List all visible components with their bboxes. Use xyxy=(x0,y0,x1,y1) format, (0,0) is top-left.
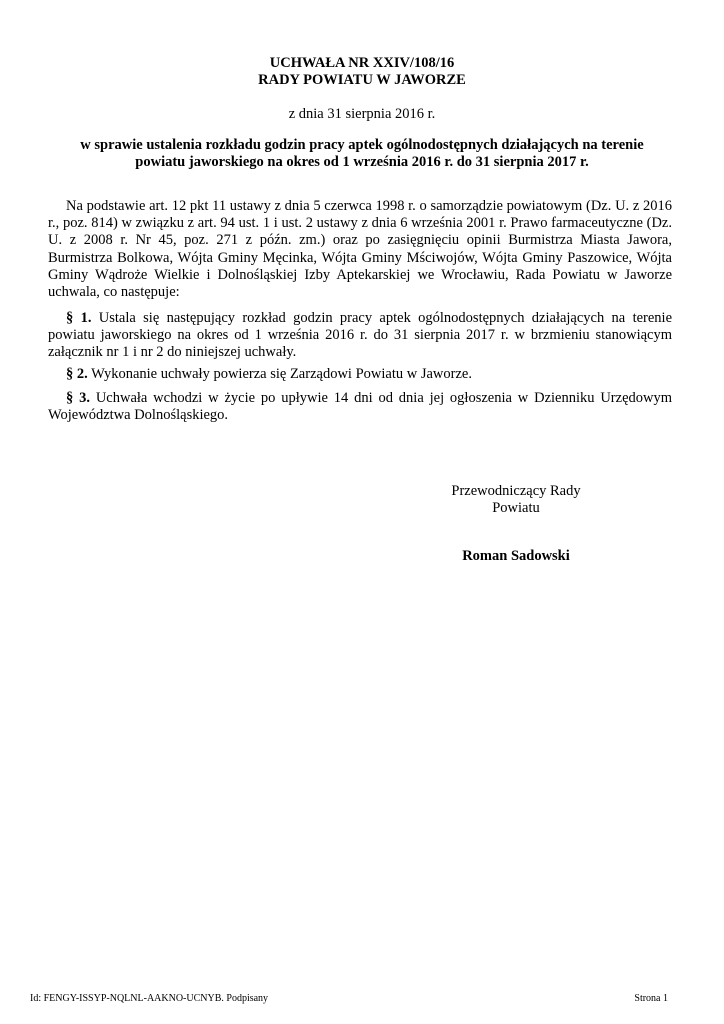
section-3-label: § 3. xyxy=(66,390,90,406)
signatory-role-line1: Przewodniczący Rady xyxy=(451,483,581,499)
section-3 xyxy=(48,390,672,424)
signatory-role-line2: Powiatu xyxy=(492,500,540,516)
section-1-text: Ustala się następujący rozkład godzin pracy aptek ogólnodostępnych działających na terenie powiatu jaworskiego na okres od 1 września 2016 r. do 31 sierpnia 2017 r. w brzmieniu stanowiącym załącznik nr 1 i nr 2 do niniejszej uchwały. xyxy=(48,310,673,361)
resolution-number: UCHWAŁA NR XXIV/108/16 xyxy=(269,55,455,71)
section-1 xyxy=(48,310,672,362)
section-1-label: § 1. xyxy=(66,310,92,326)
document-id-footer: Id: FENGY-ISSYP-NQLNL-AAKNO-UCNYB. Podpisany xyxy=(30,993,269,1004)
council-name: RADY POWIATU W JAWORZE xyxy=(258,72,466,88)
resolution-date: z dnia 31 sierpnia 2016 r. xyxy=(288,106,436,122)
legal-basis-preamble: Na podstawie art. 12 pkt 11 ustawy z dnia 5 czerwca 1998 r. o samorządzie powiatowym (Dz. U. z 2016 r., poz. 814) w związku z art. 94 ust. 1 i ust. 2 ustawy z dnia 6 września 2001 r. Prawo farmaceutyczne (Dz. U. z 2008 r. Nr 45, poz. 271 z późn. zm.) oraz po zasięgnięciu opinii Burmistrza Miasta Jawora, Burmistrza Bolkowa, Wójta Gminy Męcinka, Wójta Gminy Mściwojów, Wójta Gminy Paszowice, Wójta Gminy Wądroże Wielkie i Dolnośląskiej Izby Aptekarskiej we Wrocławiu, Rada Powiatu w Jaworze uchwala, co następuje: xyxy=(48,198,672,301)
section-2-label: § 2. xyxy=(66,366,88,382)
signatory-name: Roman Sadowski xyxy=(462,548,570,564)
page-number: Strona 1 xyxy=(634,993,668,1004)
section-3-text: Uchwała wchodzi w życie po upływie 14 dni od dnia jej ogłoszenia w Dzienniku Urzędowym Województwa Dolnośląskiego. xyxy=(48,390,673,424)
section-2-text: Wykonanie uchwały powierza się Zarządowi Powiatu w Jaworze. xyxy=(91,366,472,382)
section-2 xyxy=(48,366,672,383)
resolution-subject: w sprawie ustalenia rozkładu godzin pracy aptek ogólnodostępnych działających na terenie powiatu jaworskiego na okres od 1 września 2016 r. do 31 sierpnia 2017 r. xyxy=(80,137,644,170)
